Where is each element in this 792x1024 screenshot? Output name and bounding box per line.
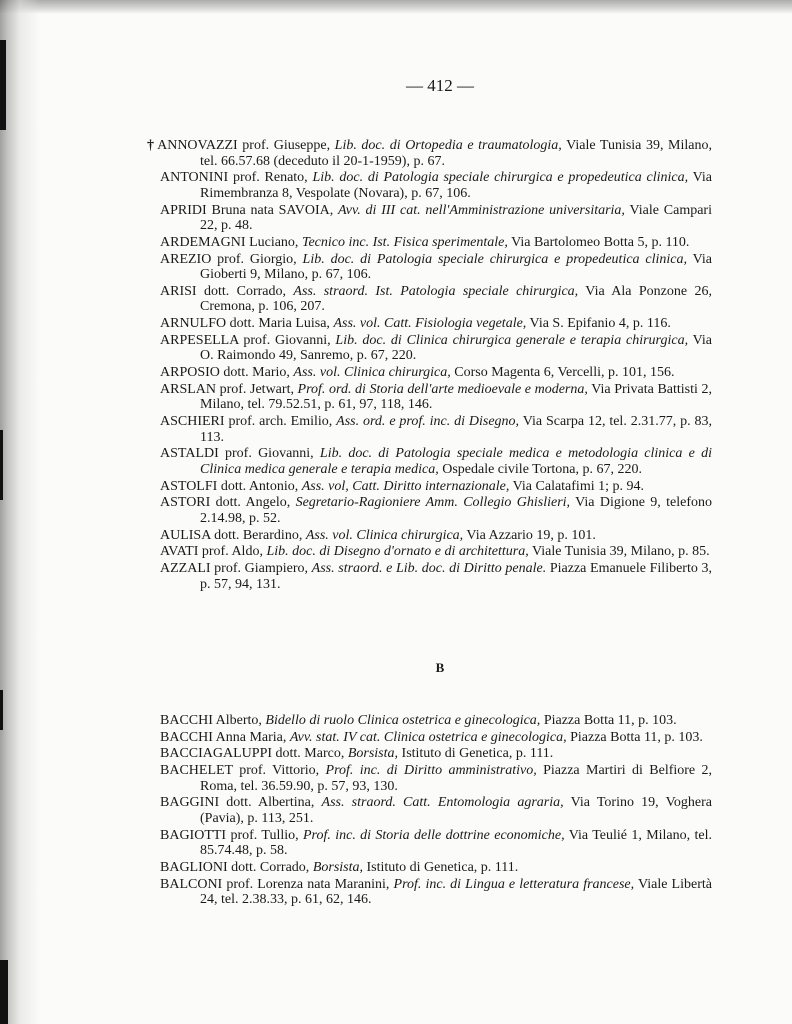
entry-address: Corso Magenta 6, Vercelli, p. 101, 156. xyxy=(450,365,675,381)
entry-role: Ass. vol. Clinica chirurgica, xyxy=(305,527,464,543)
entries-section-b xyxy=(160,713,712,909)
directory-entry xyxy=(160,528,712,544)
entry-address: Piazza Botta 11, p. 103. xyxy=(566,729,703,745)
entry-name: ARPOSIO xyxy=(160,365,220,381)
directory-entry xyxy=(147,138,712,169)
entry-name: AREZIO xyxy=(160,251,212,267)
entry-address: Viale Campari 22, p. 48. xyxy=(200,202,712,234)
entry-address: Via Gioberti 9, Milano, p. 67, 106. xyxy=(200,251,712,283)
entry-address: Via S. Epifanio 4, p. 116. xyxy=(526,316,671,332)
entry-role: Prof. ord. di Storia dell'arte medioevale e moderna, xyxy=(297,381,588,397)
entry-title: prof. Giorgio, xyxy=(211,251,303,267)
entry-address: Via Rimembranza 8, Vespolate (Novara), p. 67, 106. xyxy=(200,170,712,201)
entry-title: Alberto, xyxy=(212,713,266,728)
entry-name: BAGIOTTI xyxy=(160,827,227,843)
entry-title: prof. Giampiero, xyxy=(210,560,312,576)
directory-entry xyxy=(160,316,712,332)
entry-title: Anna Maria, xyxy=(212,729,290,745)
scan-binding-mark xyxy=(0,430,3,500)
entry-title: prof. Vittorio, xyxy=(232,763,326,779)
directory-entry xyxy=(160,860,712,876)
entry-address: Piazza Botta 11, p. 103. xyxy=(540,713,677,728)
directory-entry xyxy=(160,746,712,762)
entry-title: prof. Jetwart, xyxy=(216,381,298,397)
entry-name: ARISI xyxy=(160,283,197,299)
entry-title: prof. Giovanni, xyxy=(238,332,336,348)
directory-entry xyxy=(160,763,712,794)
scan-binding-mark xyxy=(0,960,8,1024)
entry-role: Tecnico inc. Ist. Fisica sperimentale, xyxy=(301,234,508,250)
directory-entry xyxy=(160,495,712,526)
directory-entry xyxy=(160,414,712,445)
entry-title: dott. Angelo, xyxy=(210,495,296,511)
entry-role: Segretario-Ragioniere Amm. Collegio Ghislieri, xyxy=(295,495,571,511)
entry-role: Ass. vol, Catt. Diritto internazionale, xyxy=(301,478,510,494)
deceased-dagger-icon: † xyxy=(147,138,156,153)
entry-title: dott. Antonio, xyxy=(217,478,302,494)
entry-role: Ass. straord. Catt. Entomologia agraria, xyxy=(321,795,564,811)
entry-role: Avv. di III cat. nell'Amministrazione universitaria, xyxy=(338,202,625,218)
directory-entry xyxy=(160,446,712,477)
entry-title: prof. Giuseppe, xyxy=(237,138,335,153)
entry-role: Prof. inc. di Diritto amministrativo, xyxy=(325,763,537,779)
entry-address: Via Digione 9, telefono 2.14.98, p. 52. xyxy=(200,495,713,526)
directory-entry xyxy=(160,235,712,251)
entry-role: Avv. stat. IV cat. Clinica ostetrica e ginecologica, xyxy=(289,729,567,745)
entry-address: Istituto di Genetica, p. 111. xyxy=(363,859,519,875)
entry-address: Via Ala Ponzone 26, Cremona, p. 106, 207. xyxy=(200,283,712,315)
entry-title: dott. Marco, xyxy=(272,746,348,762)
entry-name: ARNULFO xyxy=(160,316,227,332)
entry-title: dott. Corrado, xyxy=(196,283,294,299)
directory-entry xyxy=(160,284,712,315)
entry-title: Bruna nata SAVOIA, xyxy=(206,202,339,218)
entry-role: Prof. inc. di Lingua e letteratura francese, xyxy=(393,876,635,892)
directory-entry xyxy=(160,561,712,592)
entry-name: BACCIAGALUPPI xyxy=(160,746,273,762)
entry-title: dott. Maria Luisa, xyxy=(226,316,334,332)
entry-role: Borsista, xyxy=(312,859,363,875)
entry-address: Via Azzario 19, p. 101. xyxy=(463,527,596,543)
entry-name: AULISA xyxy=(160,527,211,543)
entry-address: Via Bartolomeo Botta 5, p. 110. xyxy=(507,234,690,250)
entry-title: prof. Aldo, xyxy=(198,544,267,560)
entry-title: dott. Corrado, xyxy=(227,859,313,875)
entry-address: Via Calatafimi 1; p. 94. xyxy=(509,478,644,494)
entry-name: APRIDI xyxy=(160,202,207,218)
entry-title: prof. Lorenza nata Maranini, xyxy=(222,876,394,892)
entry-title: dott. Albertina, xyxy=(219,795,322,811)
entry-address: Piazza Martiri di Belfiore 2, Roma, tel. 36.59.90, p. 57, 93, 130. xyxy=(200,763,712,794)
entry-name: AVATI xyxy=(160,544,199,560)
directory-entry xyxy=(160,365,712,381)
entry-name: ARDEMAGNI xyxy=(160,234,246,250)
entry-name: ASTORI xyxy=(160,495,211,511)
scan-top-edge xyxy=(0,0,792,14)
entry-address: Via Torino 19, Voghera (Pavia), p. 113, 251. xyxy=(200,795,712,826)
directory-entry xyxy=(160,203,712,234)
entry-title: prof. Renato, xyxy=(228,170,313,186)
directory-entry xyxy=(160,479,712,495)
entry-title: prof. Tullio, xyxy=(226,827,303,843)
entry-role: Lib. doc. di Disegno d'ornato e di architettura, xyxy=(266,544,529,560)
entry-name: AZZALI xyxy=(160,560,211,576)
directory-entry xyxy=(160,795,712,826)
entry-address: Viale Tunisia 39, Milano, tel. 66.57.68 (deceduto il 20-1-1959), p. 67. xyxy=(200,138,712,169)
entry-name: ARSLAN xyxy=(160,381,217,397)
entry-role: Borsista, xyxy=(347,746,399,762)
entry-title: prof. Giovanni, xyxy=(218,446,320,462)
entry-role: Ass. vol. Clinica chirurgica, xyxy=(293,365,451,381)
entry-role: Ass. straord. e Lib. doc. di Diritto penale. xyxy=(311,560,547,576)
entry-role: Lib. doc. di Patologia speciale chirurgica e propedeutica clinica, xyxy=(302,251,688,267)
directory-entry xyxy=(160,333,712,364)
entry-role: Lib. doc. di Patologia speciale chirurgica e propedeutica clinica, xyxy=(312,170,689,186)
entry-address: Viale Tunisia 39, Milano, p. 85. xyxy=(528,544,710,560)
entry-name: ASTALDI xyxy=(160,446,219,462)
directory-entry xyxy=(160,730,712,746)
entry-address: Viale Libertà 24, tel. 2.38.33, p. 61, 62, 146. xyxy=(200,876,712,908)
entry-title: dott. Mario, xyxy=(219,365,294,381)
entry-title: prof. arch. Emilio, xyxy=(224,414,337,430)
entry-role: Lib. doc. di Patologia speciale medica e metodologia clinica e di Clinica medica generale e terapia medica, xyxy=(200,446,712,477)
directory-entry xyxy=(160,877,712,908)
entry-name: BACCHI xyxy=(160,729,213,745)
entry-address: Via Privata Battisti 2, Milano, tel. 79.52.51, p. 61, 97, 118, 146. xyxy=(200,381,712,413)
entry-name: ASCHIERI xyxy=(160,414,225,430)
entry-role: Ass. straord. Ist. Patologia speciale chirurgica, xyxy=(293,283,579,299)
directory-entry xyxy=(160,713,712,729)
directory-entry xyxy=(160,544,712,560)
entry-name: BAGGINI xyxy=(160,795,220,811)
section-heading-b: B xyxy=(435,660,445,675)
entry-role: Lib. doc. di Clinica chirurgica generale e terapia chirurgica, xyxy=(335,332,689,348)
entry-name: ASTOLFI xyxy=(160,478,218,494)
entry-address: Via Scarpa 12, tel. 2.31.77, p. 83, 113. xyxy=(200,414,712,445)
entry-role: Prof. inc. di Storia delle dottrine economiche, xyxy=(302,827,565,843)
entry-address: Piazza Emanuele Filiberto 3, p. 57, 94, 131. xyxy=(200,560,712,592)
entry-address: Via Teulié 1, Milano, tel. 85.74.48, p. 58. xyxy=(200,827,712,859)
entry-name: ANNOVAZZI xyxy=(157,138,238,153)
entry-role: Lib. doc. di Ortopedia e traumatologia, xyxy=(334,138,562,153)
entry-name: ANTONINI xyxy=(160,170,229,186)
entry-address: Via O. Raimondo 49, Sanremo, p. 67, 220. xyxy=(200,332,712,364)
entry-name: ARPESELLA xyxy=(160,332,239,348)
entry-name: BACHELET xyxy=(160,763,233,779)
directory-entry xyxy=(160,252,712,283)
entry-title: Luciano, xyxy=(245,234,302,250)
entry-name: BACCHI xyxy=(160,713,213,728)
entry-role: Bidello di ruolo Clinica ostetrica e ginecologica, xyxy=(265,713,541,728)
entry-address: Ospedale civile Tortona, p. 67, 220. xyxy=(438,461,642,477)
directory-entry xyxy=(160,170,712,201)
entry-name: BALCONI xyxy=(160,876,223,892)
page-number: — 412 — xyxy=(406,76,474,95)
scan-left-edge xyxy=(0,0,40,1024)
scan-binding-mark xyxy=(0,690,3,730)
entries-section-a xyxy=(147,138,713,593)
entry-address: Istituto di Genetica, p. 111. xyxy=(398,746,554,762)
entry-role: Ass. vol. Catt. Fisiologia vegetale, xyxy=(333,316,527,332)
entry-name: BAGLIONI xyxy=(160,859,228,875)
entry-title: dott. Berardino, xyxy=(210,527,306,543)
directory-entry xyxy=(160,828,712,859)
entry-role: Ass. ord. e prof. inc. di Disegno, xyxy=(336,414,520,430)
directory-entry xyxy=(160,382,712,413)
